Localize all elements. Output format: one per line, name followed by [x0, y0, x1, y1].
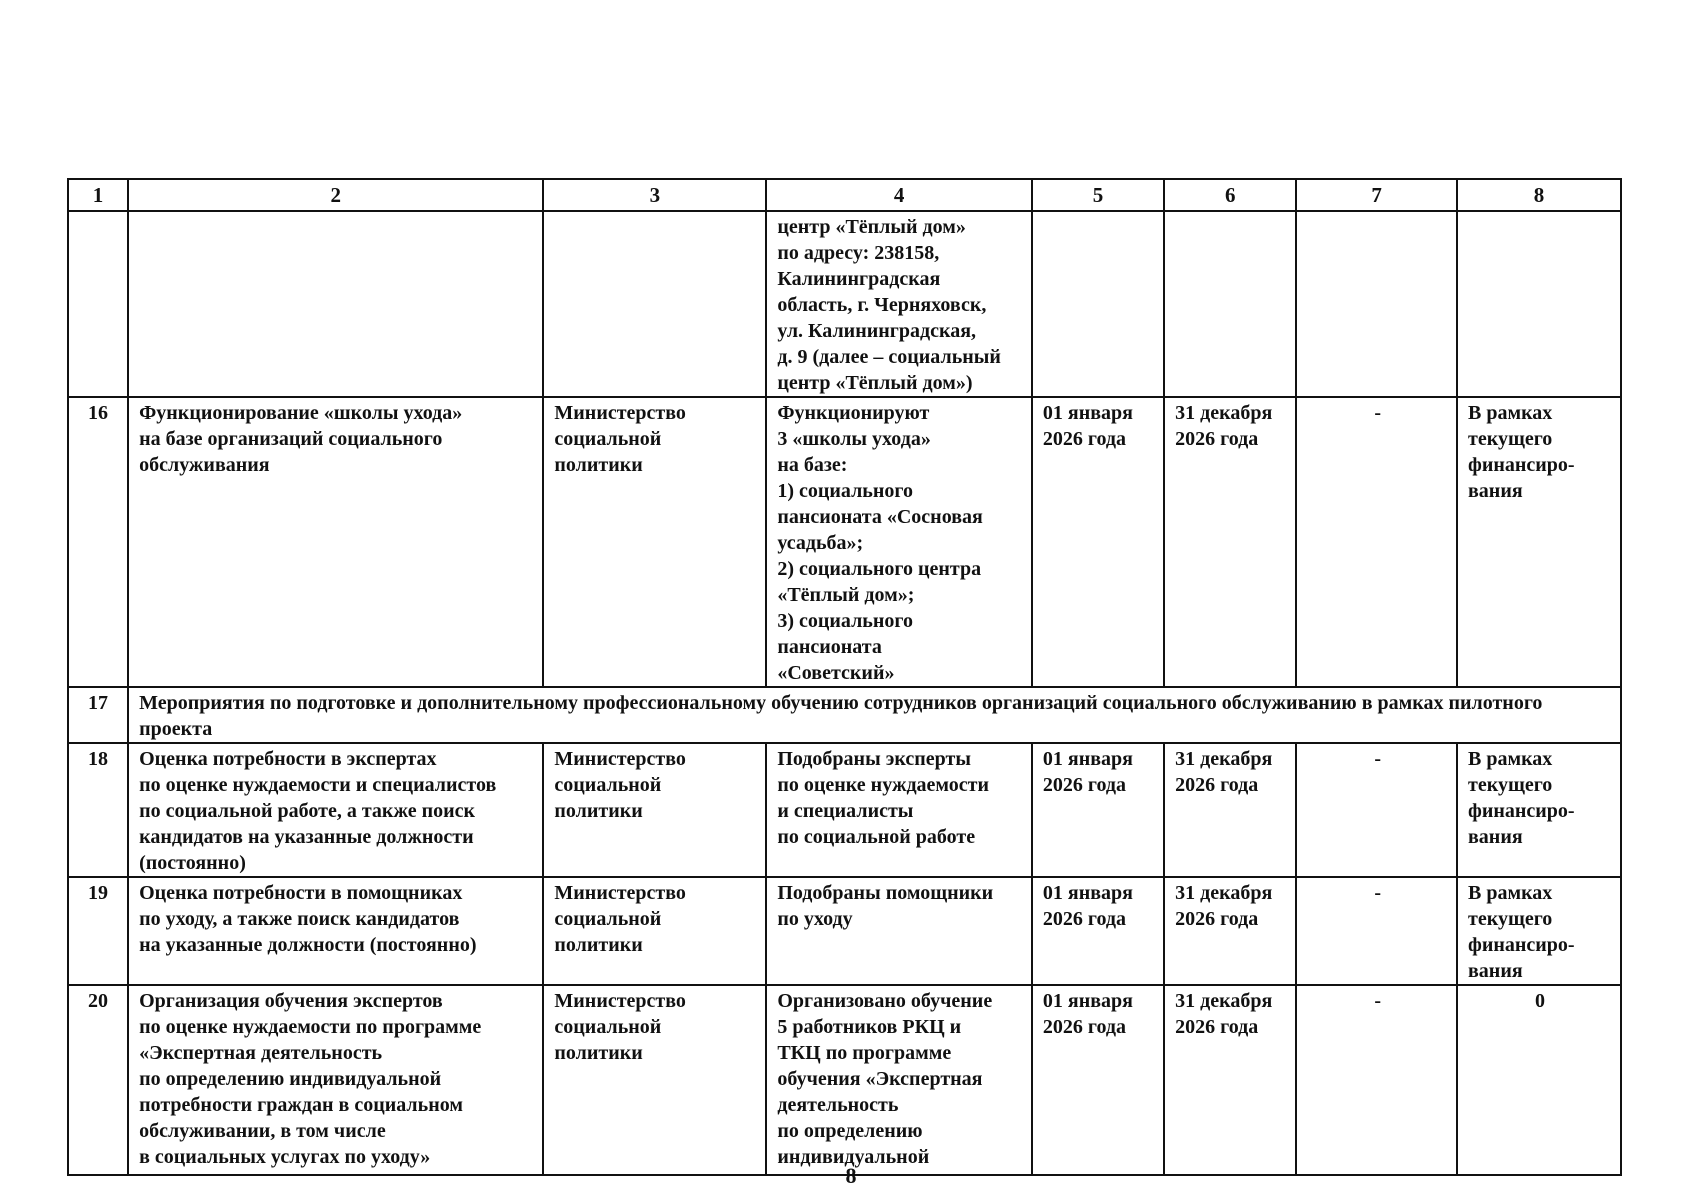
cell-start: 01 января 2026 года [1032, 985, 1164, 1175]
cell-start: 01 января 2026 года [1032, 877, 1164, 985]
table-row [68, 985, 1621, 1175]
cell-responsible: Министерство социальной политики [543, 877, 766, 985]
cell-result: Подобраны помощники по уходу [766, 877, 1032, 985]
cell-responsible: Министерство социальной политики [543, 743, 766, 877]
header-col-6: 6 [1164, 179, 1296, 211]
cell-end [1164, 211, 1296, 397]
cell-col7: - [1296, 877, 1457, 985]
cell-num [68, 211, 128, 397]
page-number: 8 [845, 1163, 857, 1188]
cell-result: Организовано обучение 5 работников РКЦ и ТКЦ по программе обучения «Экспертная деятельность по определению индивидуальной [766, 985, 1032, 1175]
header-col-1: 1 [68, 179, 128, 211]
cell-col7: - [1296, 743, 1457, 877]
cell-start: 01 января 2026 года [1032, 743, 1164, 877]
cell-responsible [543, 211, 766, 397]
cell-col7 [1296, 211, 1457, 397]
cell-event: Оценка потребности в экспертах по оценке нуждаемости и специалистов по социальной работе, а также поиск кандидатов на указанные должности (постоянно) [128, 743, 543, 877]
cell-num: 20 [68, 985, 128, 1175]
cell-funding: В рамках текущего финансиро- вания [1457, 397, 1621, 687]
cell-funding: 0 [1457, 985, 1621, 1175]
cell-result: центр «Тёплый дом» по адресу: 238158, Калининградская область, г. Черняховск, ул. Калининградская, д. 9 (далее – социальный центр «Тёплый дом») [766, 211, 1032, 397]
plan-table [67, 178, 1622, 1176]
cell-end: 31 декабря 2026 года [1164, 877, 1296, 985]
cell-event: Оценка потребности в помощниках по уходу, а также поиск кандидатов на указанные должности (постоянно) [128, 877, 543, 985]
cell-funding [1457, 211, 1621, 397]
cell-responsible: Министерство социальной политики [543, 985, 766, 1175]
cell-end: 31 декабря 2026 года [1164, 985, 1296, 1175]
header-col-3: 3 [543, 179, 766, 211]
cell-end: 31 декабря 2026 года [1164, 397, 1296, 687]
cell-num: 17 [68, 687, 128, 743]
cell-event [128, 211, 543, 397]
cell-result: Функционируют 3 «школы ухода» на базе: 1) социального пансионата «Сосновая усадьба»; 2) социального центра «Тёплый дом»; 3) социального пансионата «Советский» [766, 397, 1032, 687]
table-section-row [68, 687, 1621, 743]
header-col-8: 8 [1457, 179, 1621, 211]
cell-num: 16 [68, 397, 128, 687]
header-col-4: 4 [766, 179, 1032, 211]
header-col-5: 5 [1032, 179, 1164, 211]
cell-funding: В рамках текущего финансиро- вания [1457, 743, 1621, 877]
table-row [68, 743, 1621, 877]
section-title: Мероприятия по подготовке и дополнительному профессиональному обучению сотрудников организаций социального обслуживанию в рамках пилотного проекта [128, 687, 1621, 743]
header-row [68, 179, 1621, 211]
cell-num: 18 [68, 743, 128, 877]
cell-start [1032, 211, 1164, 397]
cell-col7: - [1296, 397, 1457, 687]
cell-event: Функционирование «школы ухода» на базе организаций социального обслуживания [128, 397, 543, 687]
cell-col7: - [1296, 985, 1457, 1175]
cell-start: 01 января 2026 года [1032, 397, 1164, 687]
table-row [68, 397, 1621, 687]
cell-result: Подобраны эксперты по оценке нуждаемости и специалисты по социальной работе [766, 743, 1032, 877]
header-col-7: 7 [1296, 179, 1457, 211]
cell-funding: В рамках текущего финансиро- вания [1457, 877, 1621, 985]
cell-event: Организация обучения экспертов по оценке нуждаемости по программе «Экспертная деятельность по определению индивидуальной потребности граждан в социальном обслуживании, в том числе в социальных услугах по уходу» [128, 985, 543, 1175]
header-col-2: 2 [128, 179, 543, 211]
cell-responsible: Министерство социальной политики [543, 397, 766, 687]
table-row-continuation [68, 211, 1621, 397]
table-row [68, 877, 1621, 985]
cell-end: 31 декабря 2026 года [1164, 743, 1296, 877]
cell-num: 19 [68, 877, 128, 985]
